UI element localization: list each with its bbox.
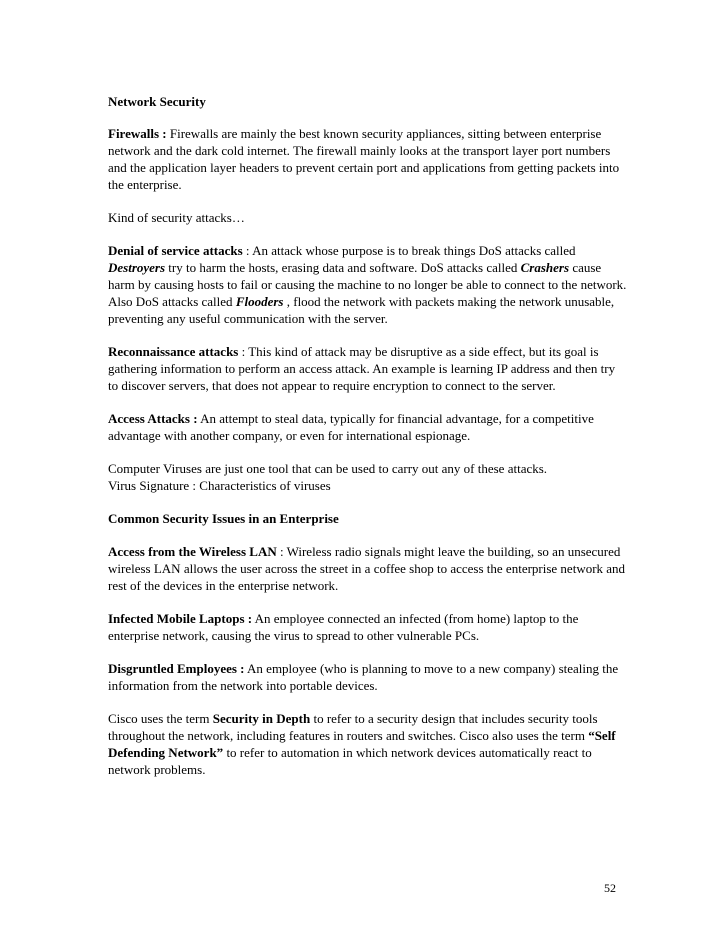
firewalls-paragraph	[108, 125, 628, 193]
access-text: An attempt to steal data, typically for financial advantage, for a competitive advantage with another company, or even for international espionage.	[108, 411, 594, 443]
page-number: 52	[604, 881, 616, 895]
dos-paragraph	[108, 242, 628, 327]
cisco-term-2: “Self Defending Network”	[108, 728, 616, 760]
dos-text-2: try to harm the hosts, erasing data and software. DoS attacks called	[165, 260, 521, 275]
recon-text: : This kind of attack may be disruptive as a side effect, but its goal is gathering information to perform an access attack. An example is learning IP address and then try to discover servers, that does not appear to require encryption to connect to the server.	[108, 344, 616, 393]
wireless-text: : Wireless radio signals might leave the building, so an unsecured wireless LAN allows the user across the street in a coffee shop to access the enterprise network and rest of the devices in the enterprise network.	[108, 544, 626, 593]
dos-destroyers: Destroyers	[108, 260, 166, 275]
document-body	[108, 93, 628, 794]
laptops-term: Infected Mobile Laptops :	[108, 611, 253, 626]
dos-term: Denial of service attacks	[108, 243, 243, 258]
viruses-line-1: Computer Viruses are just one tool that can be used to carry out any of these attacks.	[108, 461, 548, 476]
employees-paragraph	[108, 660, 628, 694]
wireless-paragraph	[108, 543, 628, 594]
wireless-term: Access from the Wireless LAN	[108, 544, 277, 559]
laptops-text: An employee connected an infected (from home) laptop to the enterprise network, causing the virus to spread to other vulnerable PCs.	[108, 611, 579, 643]
kinds-intro: Kind of security attacks…	[108, 210, 245, 225]
laptops-paragraph	[108, 610, 628, 644]
access-paragraph	[108, 410, 628, 444]
cisco-text-2: to refer to a security design that includes security tools throughout the network, including features in routers and switches. Cisco also uses the term	[108, 711, 598, 743]
cisco-text-1: Cisco uses the term	[108, 711, 213, 726]
employees-text: An employee (who is planning to move to a new company) stealing the information from the network into portable devices.	[108, 661, 619, 693]
cisco-term-1: Security in Depth	[212, 711, 311, 726]
recon-paragraph	[108, 343, 628, 394]
viruses-paragraph	[108, 460, 628, 494]
document-title: Network Security	[108, 94, 206, 109]
firewalls-text: Firewalls are mainly the best known security appliances, sitting between enterprise network and the dark cold internet. The firewall mainly looks at the transport layer port numbers and the application layer headers to prevent certain port and applications from getting packets into the enterprise.	[108, 126, 620, 192]
enterprise-heading-text: Common Security Issues in an Enterprise	[108, 511, 339, 526]
dos-text-1: : An attack whose purpose is to break things DoS attacks called	[242, 243, 576, 258]
cisco-paragraph	[108, 710, 628, 778]
dos-crashers: Crashers	[520, 260, 570, 275]
cisco-text-3: to refer to automation in which network devices automatically react to network problems.	[108, 745, 592, 777]
dos-text-3: cause harm by causing hosts to fail or causing the machine to no longer be able to connect to the network. Also DoS attacks called	[108, 260, 627, 309]
dos-text-4: , flood the network with packets making the network unusable, preventing any useful communication with the server.	[108, 294, 615, 326]
viruses-line-2: Virus Signature : Characteristics of viruses	[108, 478, 331, 493]
access-term: Access Attacks :	[108, 411, 198, 426]
recon-term: Reconnaissance attacks	[108, 344, 239, 359]
firewalls-term: Firewalls :	[108, 126, 167, 141]
enterprise-heading	[108, 510, 628, 527]
employees-term: Disgruntled Employees :	[108, 661, 245, 676]
dos-flooders: Flooders	[235, 294, 284, 309]
